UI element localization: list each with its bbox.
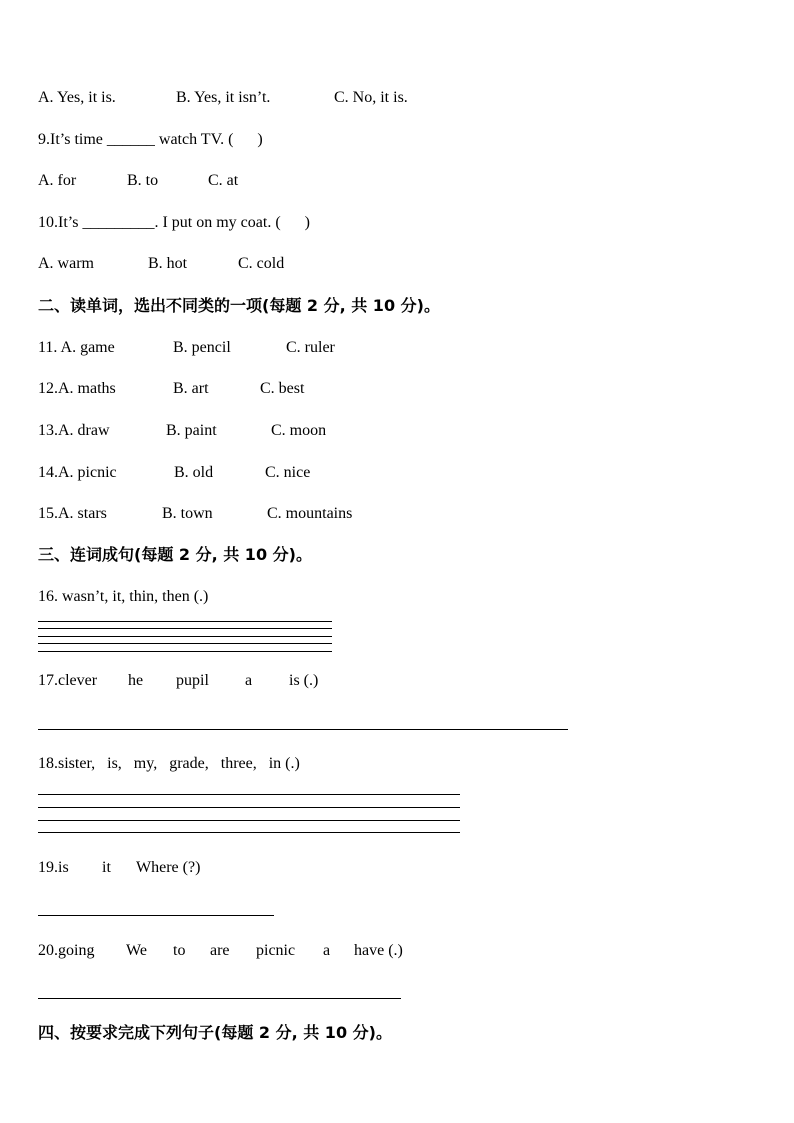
section-2-title: 二、读单词，选出不同类的一项(每题 2 分, 共 10 分)。 <box>38 296 440 315</box>
q18-answer-line <box>38 794 460 795</box>
q13-option-a: 13.A. draw <box>38 422 110 439</box>
q8-option-b: B. Yes, it isn’t. <box>176 89 271 106</box>
q17-word: he <box>128 672 144 689</box>
q20-word: have (.) <box>354 942 403 959</box>
q20-number: 20.going <box>38 942 95 959</box>
q18-answer-line <box>38 807 460 808</box>
q19-number: 19.is <box>38 859 69 876</box>
q15-option-a: 15.A. stars <box>38 505 107 522</box>
section-3-title: 三、连词成句(每题 2 分, 共 10 分)。 <box>38 545 312 564</box>
q16-answer-line <box>38 643 332 644</box>
q10-option-b: B. hot <box>148 255 188 272</box>
q16-answer-line <box>38 636 332 637</box>
q20-word: to <box>173 942 186 959</box>
q17-answer-line <box>38 729 568 730</box>
q13-option-c: C. moon <box>271 422 327 439</box>
q15-option-c: C. mountains <box>267 505 353 522</box>
q14-option-c: C. nice <box>265 464 311 481</box>
q17-word: pupil <box>176 672 209 689</box>
q13-option-b: B. paint <box>166 422 217 439</box>
q11-option-c: C. ruler <box>286 339 335 356</box>
q9-option-c: C. at <box>208 172 239 189</box>
q19-word: Where (?) <box>136 859 201 876</box>
q11-option-b: B. pencil <box>173 339 231 356</box>
q11-option-a: 11. A. game <box>38 339 115 356</box>
q9-option-b: B. to <box>127 172 159 189</box>
q16-answer-line <box>38 621 332 622</box>
q16-answer-line <box>38 628 332 629</box>
q14-option-b: B. old <box>174 464 214 481</box>
q17-word: is (.) <box>289 672 319 689</box>
q17-word: a <box>245 672 253 689</box>
q20-word: are <box>210 942 230 959</box>
q18-words: 18.sister, is, my, grade, three, in (.) <box>38 755 300 772</box>
q20-answer-line <box>38 998 401 999</box>
q16-words: 16. wasn’t, it, thin, then (.) <box>38 588 209 605</box>
q20-word: a <box>323 942 331 959</box>
q20-word: picnic <box>256 942 296 959</box>
q8-option-a: A. Yes, it is. <box>38 89 116 106</box>
section-4-title: 四、按要求完成下列句子(每题 2 分, 共 10 分)。 <box>38 1023 392 1042</box>
q18-answer-line <box>38 832 460 833</box>
q9-stem: 9.It’s time ______ watch TV. ( ) <box>38 131 263 148</box>
q9-option-a: A. for <box>38 172 77 189</box>
q15-option-b: B. town <box>162 505 213 522</box>
q19-answer-line <box>38 915 274 916</box>
q10-option-a: A. warm <box>38 255 94 272</box>
q12-option-c: C. best <box>260 380 305 397</box>
q19-word: it <box>102 859 111 876</box>
q12-option-a: 12.A. maths <box>38 380 116 397</box>
q10-stem: 10.It’s _________. I put on my coat. ( ) <box>38 214 310 231</box>
q8-option-c: C. No, it is. <box>334 89 408 106</box>
q20-word: We <box>126 942 147 959</box>
q14-option-a: 14.A. picnic <box>38 464 117 481</box>
q16-answer-line <box>38 651 332 652</box>
q12-option-b: B. art <box>173 380 209 397</box>
q10-option-c: C. cold <box>238 255 285 272</box>
q18-answer-line <box>38 820 460 821</box>
q17-number: 17.clever <box>38 672 98 689</box>
